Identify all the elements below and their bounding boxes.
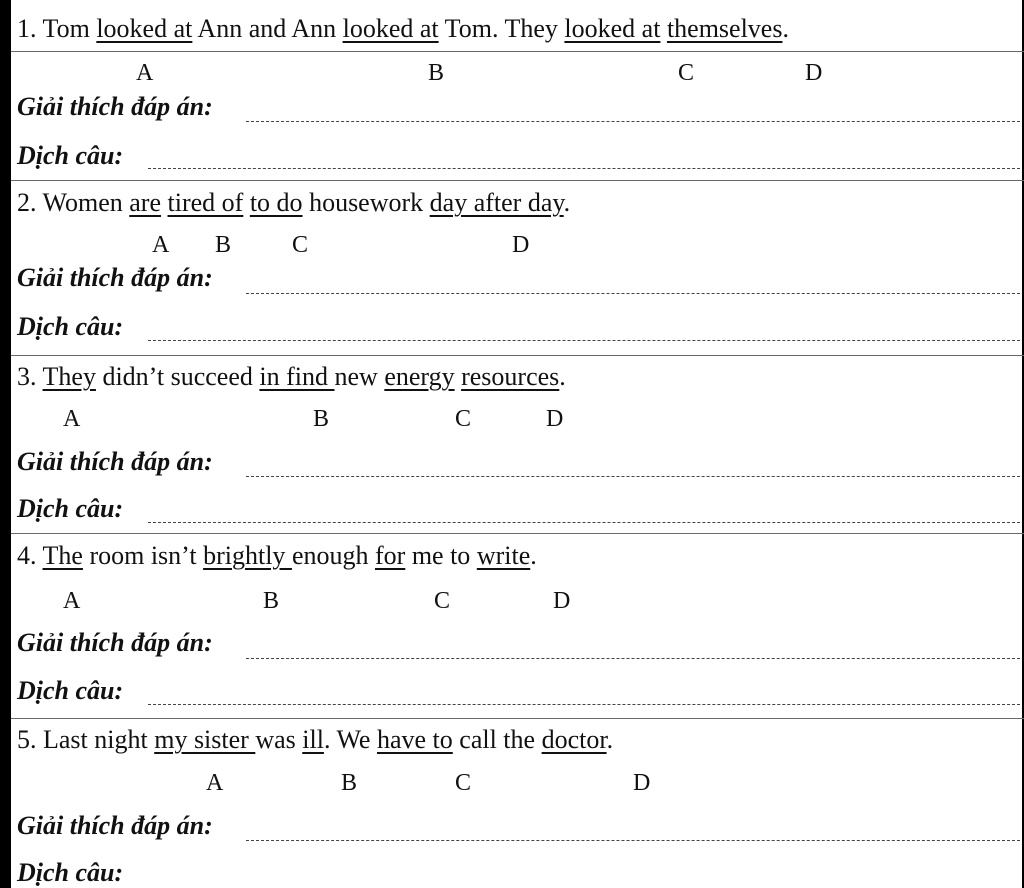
divider [11, 355, 1024, 356]
explain-label: Giải thích đáp án: [17, 628, 213, 657]
explain-label: Giải thích đáp án: [17, 92, 213, 121]
underlined-segment: looked at [564, 14, 661, 43]
segment: didn’t succeed [95, 362, 260, 391]
underlined-segment: my sister [154, 725, 256, 754]
segment: enough [291, 541, 375, 570]
underlined-segment: brightly [203, 541, 292, 570]
divider [11, 533, 1024, 534]
option-letter-a: A [152, 232, 170, 258]
question-number: 3. [17, 362, 37, 391]
underlined-segment: ill [302, 725, 324, 754]
translate-label: Dịch câu: [17, 141, 124, 170]
option-letter-d: D [512, 232, 530, 258]
option-letter-d: D [633, 770, 651, 796]
explain-label: Giải thích đáp án: [17, 811, 213, 840]
option-letter-b: B [263, 588, 280, 614]
underlined-segment: tired of [167, 188, 244, 217]
divider [11, 180, 1024, 181]
translate-label: Dịch câu: [17, 676, 124, 705]
segment: me to [405, 541, 477, 570]
explain-answer-blank[interactable] [246, 840, 1020, 841]
underlined-segment: The [42, 541, 83, 570]
underlined-segment: They [42, 362, 96, 391]
underlined-segment: looked at [96, 14, 193, 43]
segment: . [563, 188, 571, 217]
option-letter-c: C [434, 588, 451, 614]
question-number: 1. [17, 14, 37, 43]
translate-answer-blank[interactable] [148, 704, 1020, 705]
translate-label: Dịch câu: [17, 494, 124, 523]
explain-label: Giải thích đáp án: [17, 447, 213, 476]
question-number: 2. [17, 188, 37, 217]
segment: Tom [36, 14, 97, 43]
question-3-sentence [17, 362, 566, 392]
option-letter-b: B [428, 60, 445, 86]
underlined-segment: write [476, 541, 531, 570]
explain-answer-blank[interactable] [246, 476, 1020, 477]
option-letter-b: B [215, 232, 232, 258]
underlined-segment: to do [249, 188, 303, 217]
option-letter-c: C [455, 770, 472, 796]
segment: Women [36, 188, 130, 217]
option-letter-c: C [455, 406, 472, 432]
option-letter-d: D [805, 60, 823, 86]
underlined-segment: energy [384, 362, 455, 391]
option-letter-d: D [546, 406, 564, 432]
underlined-segment: doctor [541, 725, 607, 754]
divider [11, 718, 1024, 719]
question-4-sentence [17, 541, 537, 571]
underlined-segment: day after day [429, 188, 564, 217]
option-letter-c: C [292, 232, 309, 258]
option-letter-d: D [553, 588, 571, 614]
segment: call the [452, 725, 542, 754]
underlined-segment: have to [376, 725, 453, 754]
question-number: 5. [17, 725, 37, 754]
underlined-segment: for [374, 541, 406, 570]
underlined-segment: resources [461, 362, 560, 391]
segment: . We [323, 725, 377, 754]
segment: Ann and Ann [192, 14, 343, 43]
segment: Tom. They [438, 14, 565, 43]
option-letter-b: B [313, 406, 330, 432]
segment: room isn’t [82, 541, 204, 570]
underlined-segment: looked at [342, 14, 439, 43]
translate-answer-blank[interactable] [148, 340, 1020, 341]
explain-answer-blank[interactable] [246, 293, 1020, 294]
segment: housework [302, 188, 430, 217]
left-frame-border [0, 0, 11, 888]
underlined-segment: are [129, 188, 162, 217]
translate-answer-blank[interactable] [148, 168, 1020, 169]
option-letter-a: A [136, 60, 154, 86]
translate-answer-blank[interactable] [148, 522, 1020, 523]
option-letter-b: B [341, 770, 358, 796]
question-1-sentence [17, 14, 789, 44]
divider [11, 51, 1024, 52]
segment: . [782, 14, 789, 43]
question-5-sentence [17, 725, 613, 755]
segment: Last night [36, 725, 155, 754]
translate-label: Dịch câu: [17, 858, 124, 887]
segment: . [530, 541, 537, 570]
underlined-segment: in find [259, 362, 335, 391]
explain-answer-blank[interactable] [246, 121, 1020, 122]
option-letter-a: A [63, 406, 81, 432]
question-number: 4. [17, 541, 37, 570]
segment: new [334, 362, 385, 391]
translate-label: Dịch câu: [17, 312, 124, 341]
question-2-sentence [17, 188, 570, 218]
segment: was [255, 725, 303, 754]
segment: . [606, 725, 614, 754]
explain-label: Giải thích đáp án: [17, 263, 213, 292]
option-letter-c: C [678, 60, 695, 86]
option-letter-a: A [206, 770, 224, 796]
explain-answer-blank[interactable] [246, 658, 1020, 659]
underlined-segment: themselves [666, 14, 783, 43]
option-letter-a: A [63, 588, 81, 614]
segment: . [559, 362, 566, 391]
